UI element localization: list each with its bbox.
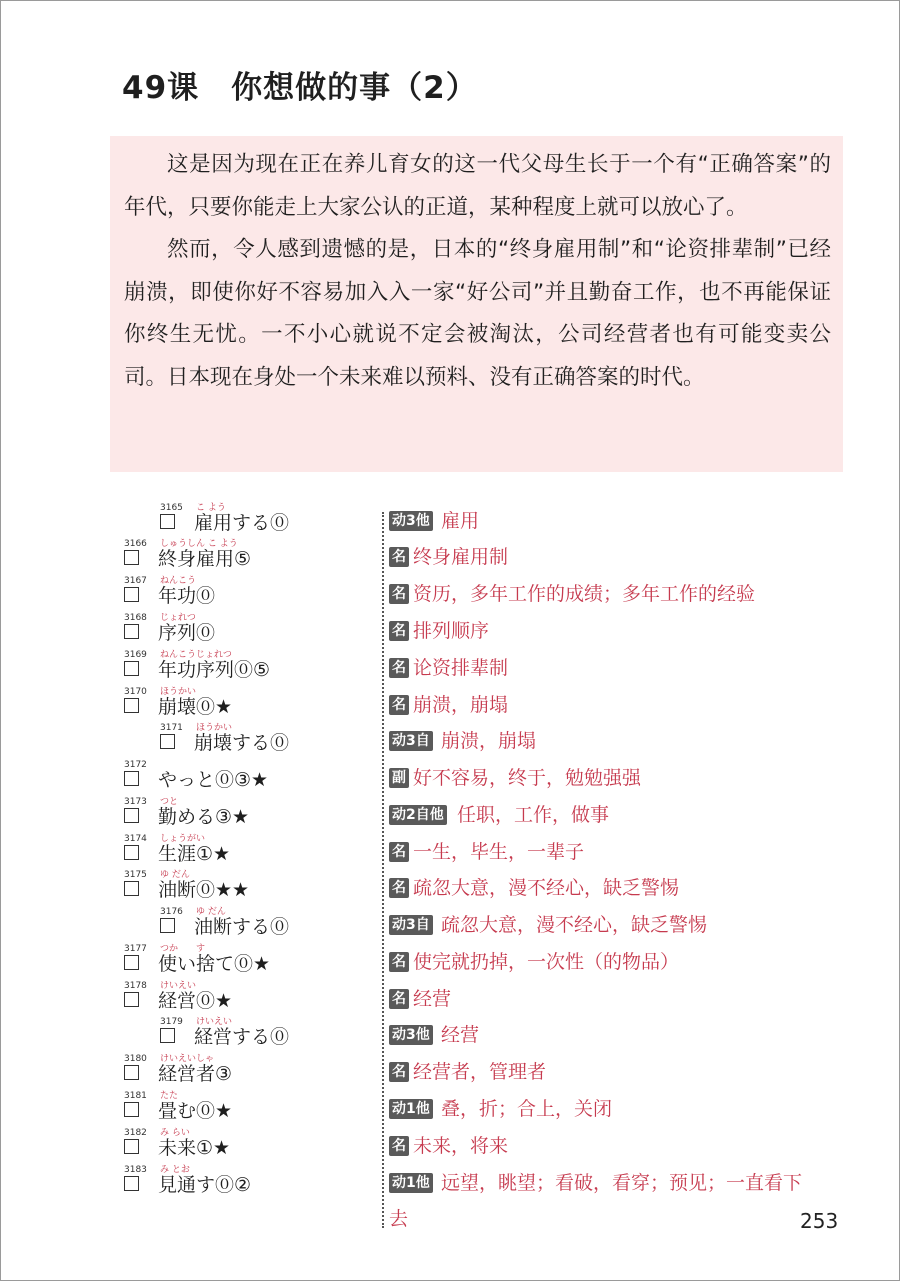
vocab-furigana: けいえいしゃ xyxy=(160,1054,215,1064)
vocab-number: 3167 xyxy=(124,576,147,586)
vocab-meaning-continued: 去 xyxy=(389,1208,409,1230)
vocab-row xyxy=(0,539,900,575)
vocab-meaning: 崩溃，崩塌 xyxy=(413,694,509,716)
vocab-meaning: 论资排辈制 xyxy=(413,657,509,679)
vocab-row xyxy=(0,723,900,759)
vocab-furigana: しょうがい xyxy=(160,834,206,844)
vocab-meaning: 雇用 xyxy=(441,510,480,532)
vocab-checkbox[interactable] xyxy=(124,1102,139,1117)
vocab-number: 3165 xyxy=(160,503,183,513)
vocab-meaning: 好不容易，终于，勉勉强强 xyxy=(413,767,642,789)
vocab-number: 3172 xyxy=(124,760,147,770)
vocab-row xyxy=(0,687,900,723)
vocab-word: 油断⓪★★ xyxy=(158,879,250,901)
part-of-speech-tag: 动3自 xyxy=(389,915,433,935)
vocab-row xyxy=(0,613,900,649)
vocab-word: 崩壊する⓪ xyxy=(194,732,290,754)
vocab-row xyxy=(0,650,900,686)
vocab-meaning: 经营 xyxy=(413,988,452,1010)
vocab-number: 3169 xyxy=(124,650,147,660)
vocab-checkbox[interactable] xyxy=(124,661,139,676)
vocab-word: 年功序列⓪⑤ xyxy=(158,659,271,681)
page-number: 253 xyxy=(800,1209,839,1233)
vocab-checkbox[interactable] xyxy=(124,698,139,713)
vocab-checkbox[interactable] xyxy=(124,881,139,896)
vocab-meaning: 使完就扔掉，一次性（的物品） xyxy=(413,951,680,973)
vocab-meaning: 未来，将来 xyxy=(413,1135,509,1157)
vocab-word: 生涯①★ xyxy=(158,843,231,865)
vocab-checkbox[interactable] xyxy=(124,955,139,970)
vocab-row xyxy=(0,1017,900,1053)
vocab-meaning: 崩溃，崩塌 xyxy=(441,730,537,752)
part-of-speech-tag: 动2自他 xyxy=(389,805,447,825)
vocab-word: 畳む⓪★ xyxy=(158,1100,233,1122)
vocab-row xyxy=(0,760,900,796)
vocab-furigana: み らい xyxy=(160,1128,190,1138)
vocab-furigana: ねんこう xyxy=(160,576,197,586)
vocab-meaning: 远望，眺望；看破，看穿；预见；一直看下 xyxy=(441,1172,803,1194)
vocab-number: 3173 xyxy=(124,797,147,807)
vocab-furigana: ねんこうじょれつ xyxy=(160,650,232,660)
vocab-checkbox[interactable] xyxy=(124,808,139,823)
part-of-speech-tag: 动1他 xyxy=(389,1173,433,1193)
part-of-speech-tag: 名 xyxy=(389,842,409,862)
vocab-number: 3183 xyxy=(124,1165,147,1175)
vocab-furigana: つと xyxy=(160,797,179,807)
vocab-checkbox[interactable] xyxy=(160,514,175,529)
vocab-furigana: じょれつ xyxy=(160,613,196,623)
passage-paragraph-2: 然而，令人感到遗憾的是，日本的“终身雇用制”和“论资排辈制”已经崩溃，即使你好不容易加入入一家“好公司”并且勤奋工作，也不再能保证你终生无忧。一不小心就说不定会被淘汰，公司经营者也有可能变卖公司。日本现在身处一个未来难以预料、没有正确答案的时代。 xyxy=(124,237,831,390)
vocab-checkbox[interactable] xyxy=(124,1139,139,1154)
vocab-row xyxy=(0,797,900,833)
vocab-word: 経営する⓪ xyxy=(194,1026,290,1048)
vocab-word: やっと⓪③★ xyxy=(158,769,269,791)
part-of-speech-tag: 动3他 xyxy=(389,1025,433,1045)
part-of-speech-tag: 名 xyxy=(389,695,409,715)
vocab-checkbox[interactable] xyxy=(124,1176,139,1191)
vocab-row xyxy=(0,834,900,870)
vocab-number: 3182 xyxy=(124,1128,147,1138)
vocab-furigana: けいえい xyxy=(196,1017,233,1027)
vocab-number: 3168 xyxy=(124,613,147,623)
vocab-number: 3174 xyxy=(124,834,147,844)
vocab-furigana: しゅうしん こ よう xyxy=(160,539,238,549)
vocab-meaning: 一生，毕生，一辈子 xyxy=(413,841,585,863)
vocab-number: 3166 xyxy=(124,539,147,549)
vocab-row xyxy=(0,1091,900,1127)
vocab-row xyxy=(0,907,900,943)
vocab-row xyxy=(0,1128,900,1164)
vocab-furigana: たた xyxy=(160,1091,179,1101)
vocab-meaning: 疏忽大意，漫不经心，缺乏警惕 xyxy=(413,877,680,899)
vocab-furigana: けいえい xyxy=(160,981,197,991)
vocab-number: 3170 xyxy=(124,687,147,697)
vocab-number: 3179 xyxy=(160,1017,183,1027)
vocab-number: 3180 xyxy=(124,1054,147,1064)
vocab-number: 3171 xyxy=(160,723,183,733)
part-of-speech-tag: 名 xyxy=(389,547,409,567)
vocab-word: 崩壊⓪★ xyxy=(158,696,233,718)
vocab-checkbox[interactable] xyxy=(160,1028,175,1043)
vocab-furigana: つか す xyxy=(160,944,206,954)
vocab-word: 経営⓪★ xyxy=(158,990,233,1012)
lesson-title: 49课 你想做的事（2） xyxy=(122,70,478,106)
vocab-row xyxy=(0,1054,900,1090)
vocab-row xyxy=(0,944,900,980)
vocab-word: 経営者③ xyxy=(158,1063,233,1085)
part-of-speech-tag: 名 xyxy=(389,1136,409,1156)
vocab-checkbox[interactable] xyxy=(160,734,175,749)
vocab-row xyxy=(0,870,900,906)
vocab-meaning: 终身雇用制 xyxy=(413,546,509,568)
vocab-number: 3181 xyxy=(124,1091,147,1101)
vocab-number: 3178 xyxy=(124,981,147,991)
vocab-furigana: ゆ だん xyxy=(160,870,190,880)
vocab-checkbox[interactable] xyxy=(124,550,139,565)
vocab-checkbox[interactable] xyxy=(124,624,139,639)
vocab-word: 終身雇用⑤ xyxy=(158,548,252,570)
vocab-furigana: こ よう xyxy=(196,503,226,513)
vocab-row xyxy=(0,981,900,1017)
vocab-meaning: 经营 xyxy=(441,1024,480,1046)
vocab-checkbox[interactable] xyxy=(124,992,139,1007)
vocab-meaning: 叠，折；合上，关闭 xyxy=(441,1098,613,1120)
vocab-number: 3175 xyxy=(124,870,147,880)
part-of-speech-tag: 动3他 xyxy=(389,511,433,531)
vocab-furigana: ほうかい xyxy=(160,687,197,697)
vocab-checkbox[interactable] xyxy=(124,771,139,786)
vocab-checkbox[interactable] xyxy=(124,845,139,860)
vocab-word: 勤める③★ xyxy=(158,806,250,828)
part-of-speech-tag: 名 xyxy=(389,584,409,604)
part-of-speech-tag: 副 xyxy=(389,768,409,788)
vocab-checkbox[interactable] xyxy=(160,918,175,933)
vocab-word: 見通す⓪② xyxy=(158,1174,252,1196)
part-of-speech-tag: 名 xyxy=(389,878,409,898)
part-of-speech-tag: 名 xyxy=(389,621,409,641)
vocab-word: 油断する⓪ xyxy=(194,916,290,938)
part-of-speech-tag: 名 xyxy=(389,989,409,1009)
vocab-number: 3177 xyxy=(124,944,147,954)
vocab-row xyxy=(0,503,900,539)
vocab-word: 使い捨て⓪★ xyxy=(158,953,271,975)
vocab-checkbox[interactable] xyxy=(124,587,139,602)
part-of-speech-tag: 动3自 xyxy=(389,731,433,751)
vocab-furigana: ほうかい xyxy=(196,723,233,733)
vocab-word: 序列⓪ xyxy=(158,622,216,644)
vocab-furigana: み とお xyxy=(160,1165,190,1175)
vocab-checkbox[interactable] xyxy=(124,1065,139,1080)
vocab-meaning: 疏忽大意，漫不经心，缺乏警惕 xyxy=(441,914,708,936)
vocab-word: 未来①★ xyxy=(158,1137,231,1159)
vocab-meaning: 任职，工作，做事 xyxy=(457,804,610,826)
vocab-number: 3176 xyxy=(160,907,183,917)
reading-passage xyxy=(110,136,843,472)
vocab-meaning: 排列顺序 xyxy=(413,620,490,642)
passage-paragraph-1: 这是因为现在正在养儿育女的这一代父母生长于一个有“正确答案”的年代，只要你能走上大家公认的正道，某种程度上就可以放心了。 xyxy=(124,152,831,220)
part-of-speech-tag: 名 xyxy=(389,952,409,972)
vocab-word: 雇用する⓪ xyxy=(194,512,290,534)
vocab-meaning: 资历，多年工作的成绩；多年工作的经验 xyxy=(413,583,756,605)
vocab-row xyxy=(0,576,900,612)
part-of-speech-tag: 名 xyxy=(389,658,409,678)
vocab-furigana: ゆ だん xyxy=(196,907,226,917)
part-of-speech-tag: 动1他 xyxy=(389,1099,433,1119)
vocab-meaning: 经营者，管理者 xyxy=(413,1061,547,1083)
part-of-speech-tag: 名 xyxy=(389,1062,409,1082)
vocab-word: 年功⓪ xyxy=(158,585,216,607)
